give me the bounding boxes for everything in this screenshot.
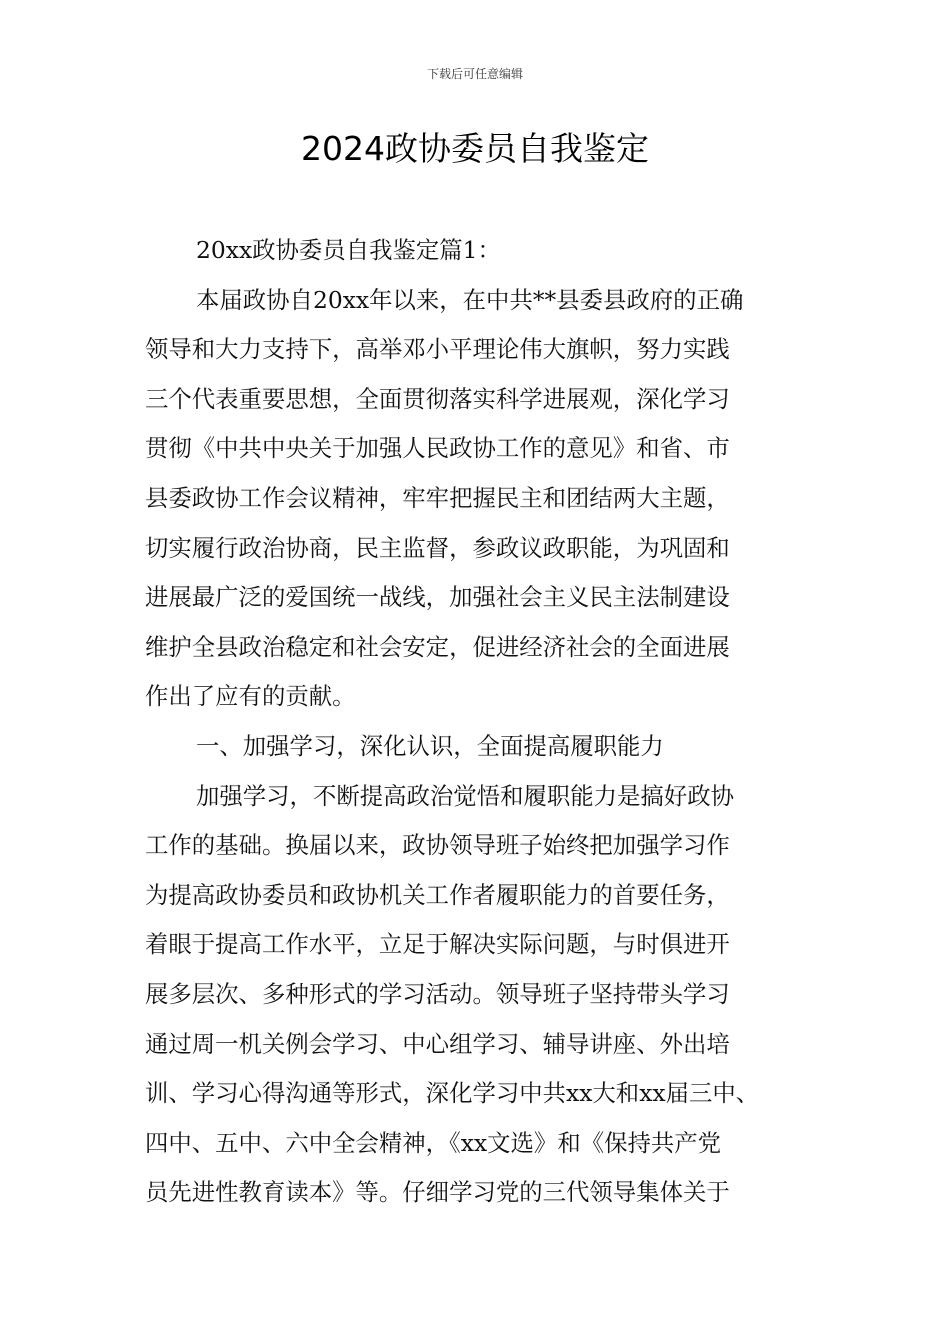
document-body bbox=[145, 226, 810, 1218]
body-line: 工作的基础。换届以来，政协领导班子始终把加强学习作 bbox=[145, 831, 730, 860]
body-line: 维护全县政治稳定和社会安定，促进经济社会的全面进展 bbox=[145, 632, 730, 661]
body-line: 通过周一机关例会学习、中心组学习、辅导讲座、外出培 bbox=[145, 1029, 730, 1058]
body-line: 县委政协工作会议精神，牢牢把握民主和团结两大主题， bbox=[145, 483, 730, 512]
body-line: 员先进性教育读本》等。仔细学习党的三代领导集体关于 bbox=[145, 1178, 730, 1207]
body-line: 20xx政协委员自我鉴定篇1： bbox=[196, 236, 501, 264]
body-line: 一、加强学习，深化认识，全面提高履职能力 bbox=[196, 731, 664, 760]
body-line: 三个代表重要思想，全面贯彻落实科学进展观，深化学习 bbox=[145, 384, 730, 413]
body-line: 加强学习，不断提高政治觉悟和履职能力是搞好政协 bbox=[196, 781, 734, 810]
body-line: 进展最广泛的爱国统一战线，加强社会主义民主法制建设 bbox=[145, 583, 730, 612]
page-header-note: 下载后可任意编辑 bbox=[426, 67, 523, 81]
body-line: 领导和大力支持下，高举邓小平理论伟大旗帜，努力实践 bbox=[145, 335, 730, 364]
document-title: 2024政协委员自我鉴定 bbox=[301, 129, 649, 168]
body-line: 切实履行政治协商，民主监督，参政议政职能，为巩固和 bbox=[145, 533, 730, 562]
body-line: 着眼于提高工作水平，立足于解决实际问题，与时俱进开 bbox=[145, 930, 730, 959]
body-line: 四中、五中、六中全会精神，《xx文选》和《保持共产党 bbox=[145, 1128, 722, 1157]
body-line: 本届政协自20xx年以来，在中共**县委县政府的正确 bbox=[196, 285, 744, 314]
body-line: 展多层次、多种形式的学习活动。领导班子坚持带头学习 bbox=[145, 979, 730, 1008]
body-line: 贯彻《中共中央关于加强人民政协工作的意见》和省、市 bbox=[145, 434, 730, 463]
body-line: 作出了应有的贡献。 bbox=[145, 682, 356, 711]
body-line: 训、学习心得沟通等形式，深化学习中共xx大和xx届三中、 bbox=[145, 1079, 760, 1108]
body-line: 为提高政协委员和政协机关工作者履职能力的首要任务， bbox=[145, 880, 730, 909]
